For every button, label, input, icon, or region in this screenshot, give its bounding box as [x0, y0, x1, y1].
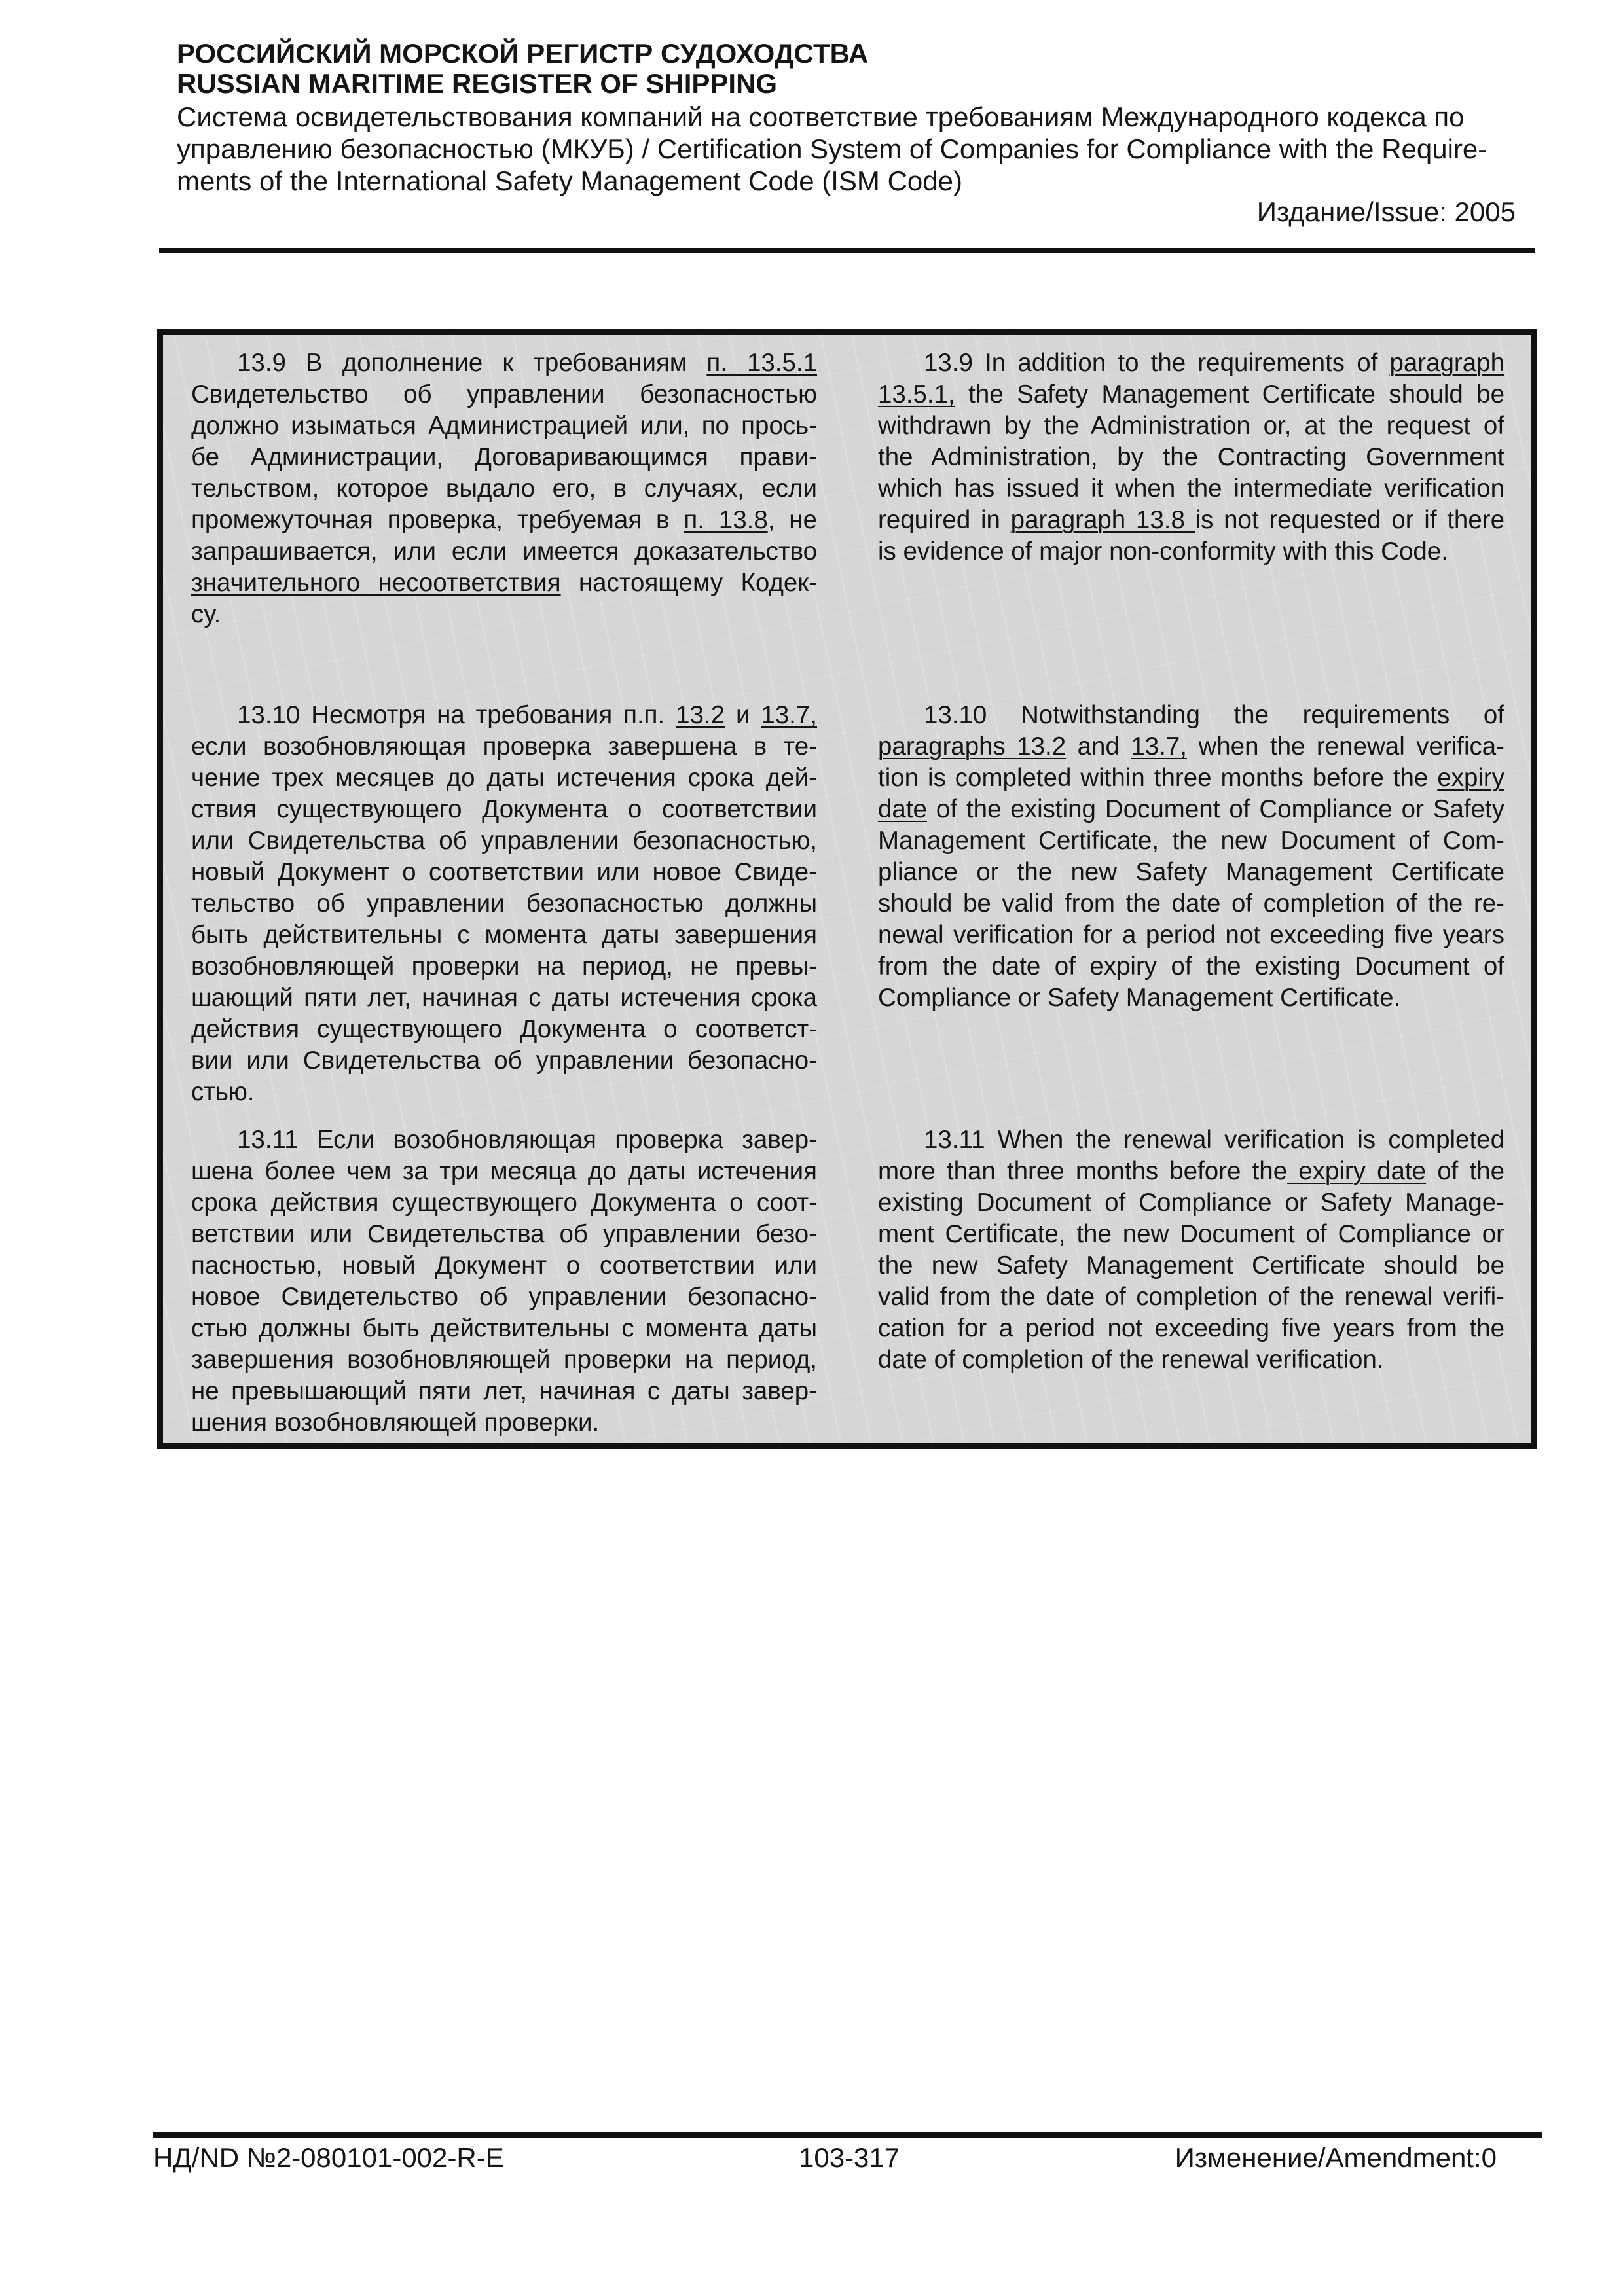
text-line [878, 951, 1504, 982]
text-run: which has issued it when the intermediate verification [878, 475, 1504, 503]
org-name-en: RUSSIAN MARITIME REGISTER OF SHIPPING [177, 68, 778, 99]
reference-link[interactable]: paragraph [1389, 349, 1504, 377]
text-line [878, 442, 1504, 473]
paragraph [191, 700, 817, 1108]
text-line [191, 1156, 817, 1187]
text-run: is not requested or if there [1195, 506, 1504, 534]
text-run: the Safety Management Certificate should be [955, 380, 1504, 408]
text-line [878, 825, 1504, 857]
page-number: 103-317 [799, 2142, 900, 2173]
text-run: when the renewal verifica- [1186, 732, 1504, 761]
text-run: 13.11 Если возобновляющая проверка завер- [237, 1126, 817, 1154]
text-line [191, 920, 817, 951]
text-line [191, 1124, 817, 1156]
text-run: не превышающий пяти лет, начиная с даты завер- [191, 1377, 817, 1405]
text-run: шена более чем за три месяца до даты истечения [191, 1157, 817, 1185]
text-line [191, 1077, 817, 1108]
text-run: and [1066, 732, 1131, 761]
text-run: пасностью, новый Документ о соответствии или [191, 1251, 817, 1280]
text-line [878, 1219, 1504, 1250]
reference-link[interactable]: paragraphs 13.2 [878, 732, 1067, 761]
text-line [878, 982, 1504, 1014]
text-run: промежуточная проверка, требуемая в [191, 506, 684, 534]
text-line [878, 731, 1504, 762]
text-line [878, 794, 1504, 825]
text-run: Management Certificate, the new Document of Com- [878, 827, 1504, 855]
text-run: ветствии или Свидетельства об управлении безо- [191, 1220, 817, 1248]
text-line [878, 762, 1504, 794]
text-line [878, 348, 1504, 379]
text-run: should be valid from the date of completion of the re- [878, 889, 1504, 918]
text-line [191, 1313, 817, 1344]
text-run: of the [1426, 1157, 1504, 1185]
text-run: 13.10 Notwithstanding the requirements of [924, 701, 1504, 729]
text-run: from the date of expiry of the existing Document of [878, 952, 1504, 980]
text-line [191, 857, 817, 888]
text-run: стью. [191, 1078, 255, 1106]
column-russian [191, 0, 817, 1449]
amendment-label: Изменение/Amendment:0 [1175, 2142, 1497, 2173]
text-run: ствия существующего Документа о соответствии [191, 795, 817, 823]
text-run: required in [878, 506, 1011, 534]
text-run: valid from the date of completion of the renewal verifi- [878, 1283, 1504, 1311]
text-line [191, 536, 817, 567]
text-line [878, 473, 1504, 505]
paragraph [191, 1124, 817, 1439]
text-run: запрашивается, или если имеется доказательство [191, 537, 817, 565]
text-line [191, 1014, 817, 1045]
text-run: of the existing Document of Compliance or Safety [926, 795, 1504, 823]
text-line [878, 1313, 1504, 1344]
text-line [191, 410, 817, 442]
text-line [191, 1219, 817, 1250]
text-line [191, 1407, 817, 1439]
text-run: is evidence of major non-conformity with this Code. [878, 537, 1448, 565]
reference-link[interactable]: paragraph 13.8 [1010, 506, 1195, 534]
reference-link[interactable]: 13.7, [761, 701, 817, 729]
text-run: pliance or the new Safety Management Certificate [878, 858, 1504, 886]
text-run: 13.9 In addition to the requirements of [924, 349, 1390, 377]
text-run: шения возобновляющей проверки. [191, 1408, 600, 1437]
reference-link[interactable]: 13.7, [1131, 732, 1187, 761]
text-run: the new Safety Management Certificate should be [878, 1251, 1504, 1280]
reference-link[interactable]: 13.5.1, [878, 380, 955, 408]
document-title-line: управлению безопасностью (МКУБ) / Certification System of Companies for Compliance with the Require- [177, 134, 1487, 164]
text-run: withdrawn by the Administration or, at the request of [878, 412, 1504, 440]
text-line [191, 1045, 817, 1077]
text-run: настоящему Кодек- [560, 569, 817, 597]
text-line [191, 348, 817, 379]
text-run: чение трех месяцев до даты истечения срока дей- [191, 764, 817, 792]
text-line [191, 731, 817, 762]
text-line [191, 567, 817, 599]
reference-link[interactable]: expiry [1437, 764, 1504, 792]
paragraph [878, 700, 1504, 1014]
text-line [878, 1250, 1504, 1282]
text-run: завершения возобновляющей проверки на период, [191, 1346, 817, 1374]
text-run: срока действия существующего Документа о соот- [191, 1189, 817, 1217]
org-name-ru: РОССИЙСКИЙ МОРСКОЙ РЕГИСТР СУДОХОДСТВА [177, 38, 869, 69]
text-line [878, 888, 1504, 920]
text-line [191, 1250, 817, 1282]
text-line [878, 410, 1504, 442]
text-line [878, 536, 1504, 567]
text-line [191, 442, 817, 473]
text-line [191, 825, 817, 857]
paragraph [191, 348, 817, 630]
text-run: 13.10 Несмотря на требования п.п. [237, 701, 676, 729]
text-run: 13.11 When the renewal verification is completed [924, 1126, 1504, 1154]
text-run: 13.9 В дополнение к требованиям [237, 349, 707, 377]
text-run: шающий пяти лет, начиная с даты истечения срока [191, 984, 817, 1012]
text-run: the Administration, by the Contracting Government [878, 443, 1504, 471]
text-line [191, 762, 817, 794]
text-run: тельство об управлении безопасностью должны [191, 889, 817, 918]
text-run: Свидетельство об управлении безопасностью [191, 380, 817, 408]
text-run: ment Certificate, the new Document of Compliance or [878, 1220, 1504, 1248]
doc-number: НД/ND №2-080101-002-R-E [153, 2142, 504, 2173]
text-line [191, 794, 817, 825]
text-line [878, 1344, 1504, 1376]
text-run: вии или Свидетельства об управлении безопасно- [191, 1047, 817, 1075]
document-title-line: Система освидетельствования компаний на соответствие требованиям Международного кодекса по [177, 101, 1465, 132]
text-line [878, 1187, 1504, 1219]
text-line [191, 379, 817, 410]
text-run: tion is completed within three months before the [878, 764, 1438, 792]
text-run: действия существующего Документа о соответст- [191, 1015, 817, 1043]
text-line [191, 473, 817, 505]
text-line [191, 951, 817, 982]
text-line [878, 1124, 1504, 1156]
text-line [191, 1376, 817, 1407]
text-line [191, 888, 817, 920]
text-run: тельством, которое выдало его, в случаях, если [191, 475, 817, 503]
text-run: existing Document of Compliance or Safety Manage- [878, 1189, 1504, 1217]
text-line [191, 1187, 817, 1219]
text-run: возобновляющей проверки на период, не превы- [191, 952, 817, 980]
text-run: и [725, 701, 761, 729]
text-line [878, 379, 1504, 410]
paragraph [878, 1124, 1504, 1376]
footer-rule [153, 2132, 1542, 2138]
text-run: су. [191, 600, 221, 628]
text-run: новое Свидетельство об управлении безопасно- [191, 1283, 817, 1311]
reference-link[interactable]: значительного несоответствия [191, 569, 561, 597]
text-run: more than three months before the [878, 1157, 1288, 1185]
document-title-line: ments of the International Safety Management Code (ISM Code) [177, 166, 962, 196]
text-line [191, 505, 817, 536]
reference-link[interactable]: п. 13.8 [684, 506, 768, 534]
text-line [191, 1344, 817, 1376]
text-run: cation for a period not exceeding five years from the [878, 1314, 1504, 1342]
text-run: date of completion of the renewal verification. [878, 1346, 1384, 1374]
issue-label: Издание/Issue: 2005 [1256, 196, 1516, 227]
reference-link[interactable]: 13.2 [676, 701, 725, 729]
text-line [878, 920, 1504, 951]
text-run: новый Документ о соответствии или новое Свиде- [191, 858, 817, 886]
reference-link[interactable]: expiry date [1287, 1157, 1427, 1185]
text-line [878, 1156, 1504, 1187]
reference-link[interactable]: date [878, 795, 927, 823]
text-line [191, 700, 817, 731]
text-line [191, 982, 817, 1014]
text-line [191, 1282, 817, 1313]
text-line [191, 599, 817, 630]
text-run: Compliance or Safety Management Certificate. [878, 984, 1401, 1012]
paragraph [878, 348, 1504, 567]
text-line [878, 857, 1504, 888]
text-run: если возобновляющая проверка завершена в те- [191, 732, 817, 761]
text-run: должно изыматься Администрацией или, по прось- [191, 412, 817, 440]
column-english [878, 0, 1504, 1449]
text-line [878, 700, 1504, 731]
text-run: стью должны быть действительны с момента даты [191, 1314, 817, 1342]
text-run: , не [767, 506, 817, 534]
reference-link[interactable]: п. 13.5.1 [706, 349, 817, 377]
text-line [878, 1282, 1504, 1313]
text-run: бе Администрации, Договаривающимся прави- [191, 443, 817, 471]
text-line [878, 505, 1504, 536]
text-run: или Свидетельства об управлении безопасностью, [191, 827, 817, 855]
text-run: newal verification for a period not exceeding five years [878, 921, 1504, 949]
text-run: быть действительны с момента даты завершения [191, 921, 817, 949]
